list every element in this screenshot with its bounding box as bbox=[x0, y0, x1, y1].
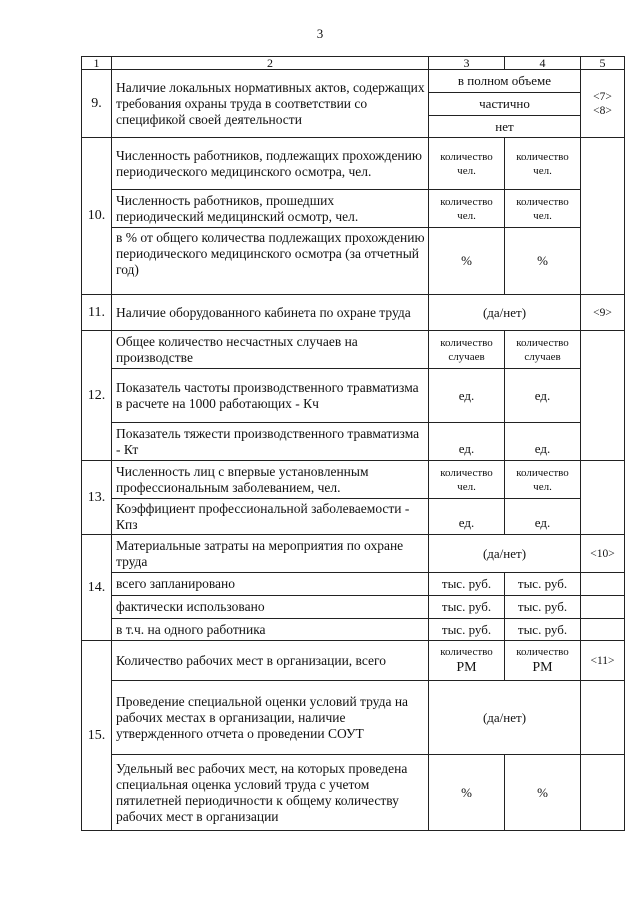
option-partial: частично bbox=[429, 93, 581, 116]
unit-cell: количество чел. bbox=[505, 190, 581, 228]
table-row bbox=[82, 228, 625, 295]
footnote-ref-8: <8> bbox=[593, 104, 612, 117]
unit-cell: тыс. руб. bbox=[505, 596, 581, 619]
col-header-5: 5 bbox=[581, 57, 625, 70]
table-row bbox=[82, 461, 625, 499]
unit-cell: количество РМ bbox=[429, 641, 505, 681]
footnote-empty bbox=[581, 138, 625, 295]
unit-cell: % bbox=[505, 228, 581, 295]
row-description: Численность работников, подлежащих прохождению периодического медицинского осмотра, чел. bbox=[112, 138, 429, 190]
row-description: Наличие оборудованного кабинета по охране труда bbox=[112, 295, 429, 331]
unit-cell: количество чел. bbox=[505, 138, 581, 190]
table-row bbox=[82, 70, 625, 93]
row-description: Проведение специальной оценки условий труда на рабочих местах в организации, наличие утвержденного отчета о проведении СОУТ bbox=[112, 681, 429, 755]
yes-no-cell: (да/нет) bbox=[429, 295, 581, 331]
yes-no-cell: (да/нет) bbox=[429, 681, 581, 755]
report-table bbox=[81, 56, 625, 831]
row-number: 11. bbox=[82, 295, 112, 331]
row-description: всего запланировано bbox=[112, 573, 429, 596]
table-row bbox=[82, 423, 625, 461]
footnote-empty bbox=[581, 681, 625, 755]
footnote-empty bbox=[581, 573, 625, 596]
unit-cell: ед. bbox=[429, 499, 505, 535]
row-number: 14. bbox=[82, 535, 112, 641]
table-row bbox=[82, 755, 625, 831]
row-description: Количество рабочих мест в организации, всего bbox=[112, 641, 429, 681]
row-description: в т.ч. на одного работника bbox=[112, 619, 429, 641]
unit-cell: % bbox=[429, 228, 505, 295]
unit-cell: количество чел. bbox=[429, 138, 505, 190]
row-description: в % от общего количества подлежащих прохождению периодического медицинского осмотра (за отчетный год) bbox=[112, 228, 429, 295]
unit-cell: ед. bbox=[505, 499, 581, 535]
yes-no-cell: (да/нет) bbox=[429, 535, 581, 573]
unit-cell: ед. bbox=[505, 369, 581, 423]
row-description: Численность лиц с впервые установленным профессиональным заболеванием, чел. bbox=[112, 461, 429, 499]
table-row bbox=[82, 573, 625, 596]
unit-cell: количество РМ bbox=[505, 641, 581, 681]
footnote-empty bbox=[581, 619, 625, 641]
unit-cell: тыс. руб. bbox=[429, 619, 505, 641]
table-row bbox=[82, 369, 625, 423]
table-row bbox=[82, 138, 625, 190]
footnote-ref: <11> bbox=[581, 641, 625, 681]
row-description: Общее количество несчастных случаев на производстве bbox=[112, 331, 429, 369]
unit-cell: количество чел. bbox=[429, 190, 505, 228]
col-header-2: 2 bbox=[112, 57, 429, 70]
footnote-empty bbox=[581, 461, 625, 535]
unit-cell: тыс. руб. bbox=[505, 619, 581, 641]
footnote-ref: <9> bbox=[581, 295, 625, 331]
footnote-empty bbox=[581, 596, 625, 619]
table-row bbox=[82, 681, 625, 755]
footnote-ref bbox=[581, 70, 625, 138]
col-header-3: 3 bbox=[429, 57, 505, 70]
footnote-empty bbox=[581, 331, 625, 461]
col-header-4: 4 bbox=[505, 57, 581, 70]
table-row bbox=[82, 641, 625, 681]
footnote-ref-7: <7> bbox=[593, 90, 612, 103]
page-number: 3 bbox=[316, 26, 324, 41]
unit-cell: тыс. руб. bbox=[429, 596, 505, 619]
row-number: 9. bbox=[82, 70, 112, 138]
row-description: Показатель частоты производственного травматизма в расчете на 1000 работающих - Кч bbox=[112, 369, 429, 423]
unit-cell: ед. bbox=[429, 423, 505, 461]
col-header-1: 1 bbox=[82, 57, 112, 70]
table-row bbox=[82, 619, 625, 641]
unit-cell: количество чел. bbox=[505, 461, 581, 499]
unit-cell: количество случаев bbox=[429, 331, 505, 369]
row-number: 15. bbox=[82, 641, 112, 831]
unit-cell: % bbox=[429, 755, 505, 831]
table-row bbox=[82, 331, 625, 369]
row-description: Показатель тяжести производственного травматизма - Кт bbox=[112, 423, 429, 461]
table-row bbox=[82, 499, 625, 535]
table-row bbox=[82, 596, 625, 619]
row-description: Коэффициент профессиональной заболеваемости - Кпз bbox=[112, 499, 429, 535]
unit-cell: тыс. руб. bbox=[505, 573, 581, 596]
table-row bbox=[82, 535, 625, 573]
unit-cell: ед. bbox=[505, 423, 581, 461]
footnote-empty bbox=[581, 755, 625, 831]
row-number: 10. bbox=[82, 138, 112, 295]
table-row bbox=[82, 295, 625, 331]
row-description: Удельный вес рабочих мест, на которых проведена специальная оценка условий труда с учетом пятилетней периодичности к общему количеству рабочих мест в организации bbox=[112, 755, 429, 831]
row-number: 13. bbox=[82, 461, 112, 535]
unit-cell: количество случаев bbox=[505, 331, 581, 369]
unit-cell: количество чел. bbox=[429, 461, 505, 499]
option-none: нет bbox=[429, 116, 581, 138]
option-full: в полном объеме bbox=[429, 70, 581, 93]
row-description: Наличие локальных нормативных актов, содержащих требования охраны труда в соответствии со спецификой своей деятельности bbox=[112, 70, 429, 138]
unit-cell: % bbox=[505, 755, 581, 831]
table-row bbox=[82, 190, 625, 228]
footnote-ref: <10> bbox=[581, 535, 625, 573]
row-description: Материальные затраты на мероприятия по охране труда bbox=[112, 535, 429, 573]
row-number: 12. bbox=[82, 331, 112, 461]
header-row bbox=[82, 57, 625, 70]
unit-cell: ед. bbox=[429, 369, 505, 423]
unit-cell: тыс. руб. bbox=[429, 573, 505, 596]
row-description: Численность работников, прошедших периодический медицинский осмотр, чел. bbox=[112, 190, 429, 228]
row-description: фактически использовано bbox=[112, 596, 429, 619]
